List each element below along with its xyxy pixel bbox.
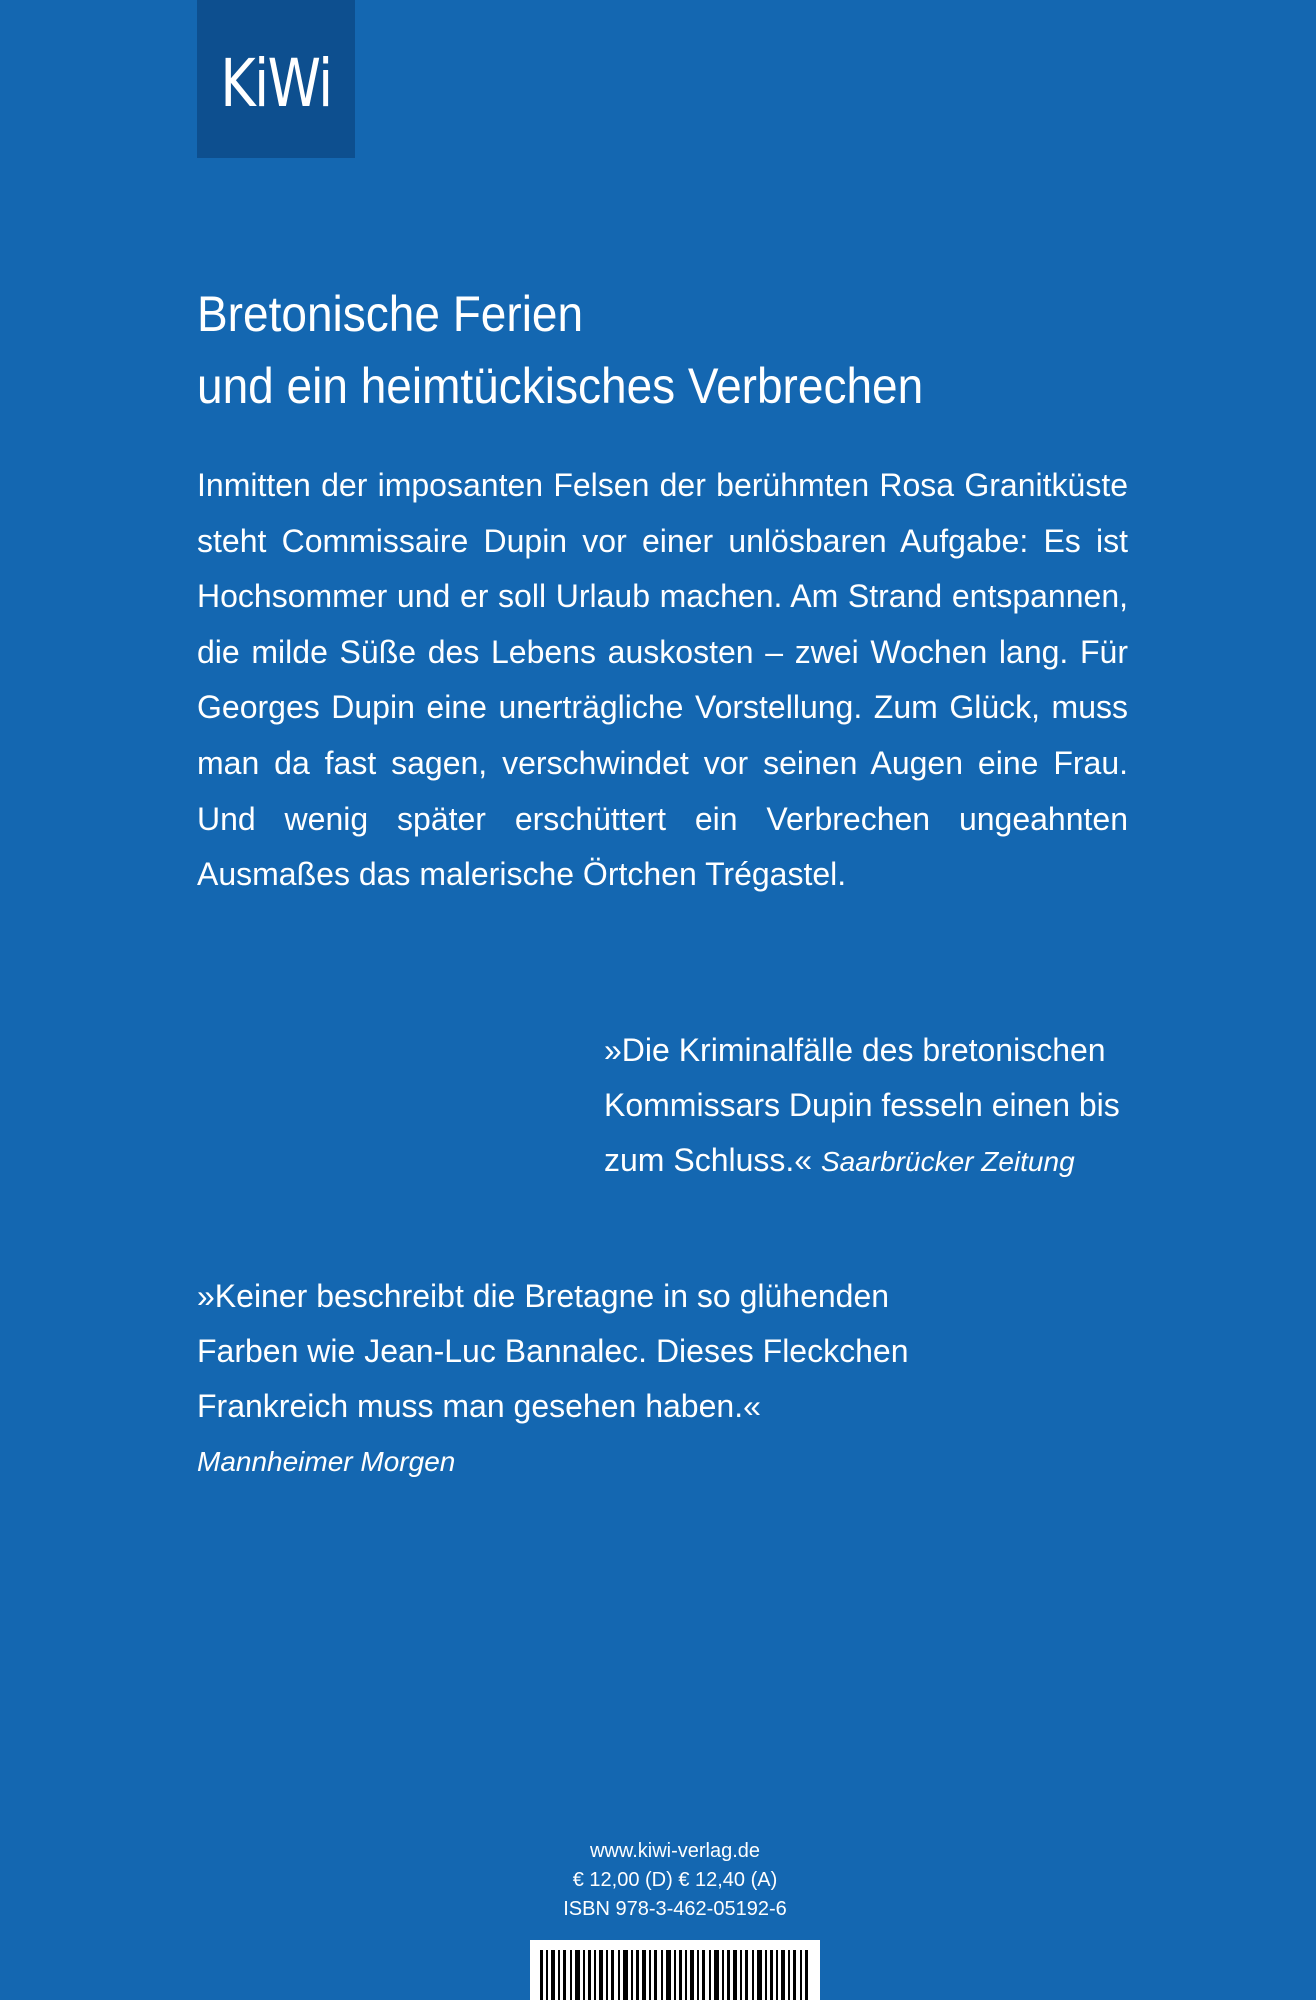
headline-line-1: Bretonische Ferien bbox=[197, 286, 584, 342]
quote-2-source: Mannheimer Morgen bbox=[197, 1446, 456, 1477]
barcode-bars bbox=[540, 1950, 810, 2000]
quote-1-source: Saarbrücker Zeitung bbox=[820, 1146, 1075, 1177]
quote-2-line-1: »Keiner beschreibt die Bretagne in so glühenden bbox=[197, 1278, 890, 1314]
barcode bbox=[530, 1940, 820, 2000]
quote-2-line-2: Farben wie Jean-Luc Bannalec. Dieses Fleckchen bbox=[197, 1333, 909, 1369]
quote-1-line-3-wrap bbox=[604, 1133, 1164, 1189]
headline-line-2: und ein heimtückisches Verbrechen bbox=[197, 358, 924, 414]
quote-2-line-3: Frankreich muss man gesehen haben.« bbox=[197, 1388, 761, 1424]
review-quote-2 bbox=[197, 1269, 1097, 1489]
headline bbox=[197, 278, 1117, 422]
review-quote-1 bbox=[604, 1023, 1164, 1189]
blurb-text: Inmitten der imposanten Felsen der berühmten Rosa Granitküste steht Commissaire Dupin vor einer unlösbaren Aufgabe: Es ist Hochsommer und er soll Urlaub machen. Am Strand entspannen, die milde Süße des Lebens auskosten – zwei Wochen lang. Für Georges Dupin eine unerträgliche Vorstellung. Zum Glück, muss man da fast sagen, verschwindet vor seinen Augen eine Frau. Und wenig später erschüttert ein Verbrechen ungeahnten Ausmaßes das malerische Örtchen Trégastel. bbox=[197, 467, 1128, 893]
kiwi-logo bbox=[197, 0, 355, 158]
isbn-text: ISBN 978-3-462-05192-6 bbox=[563, 1898, 787, 1920]
quote-1-line-2: Kommissars Dupin fesseln einen bis bbox=[604, 1087, 1120, 1123]
publisher-info bbox=[540, 1837, 810, 1924]
quote-1-line-3: zum Schluss.« bbox=[604, 1142, 813, 1178]
logo-text: KiWi bbox=[220, 44, 332, 122]
website-link[interactable]: www.kiwi-verlag.de bbox=[589, 1840, 761, 1862]
quote-1-line-1: »Die Kriminalfälle des bretonischen bbox=[604, 1032, 1106, 1068]
price-text: € 12,00 (D) € 12,40 (A) bbox=[572, 1869, 778, 1891]
